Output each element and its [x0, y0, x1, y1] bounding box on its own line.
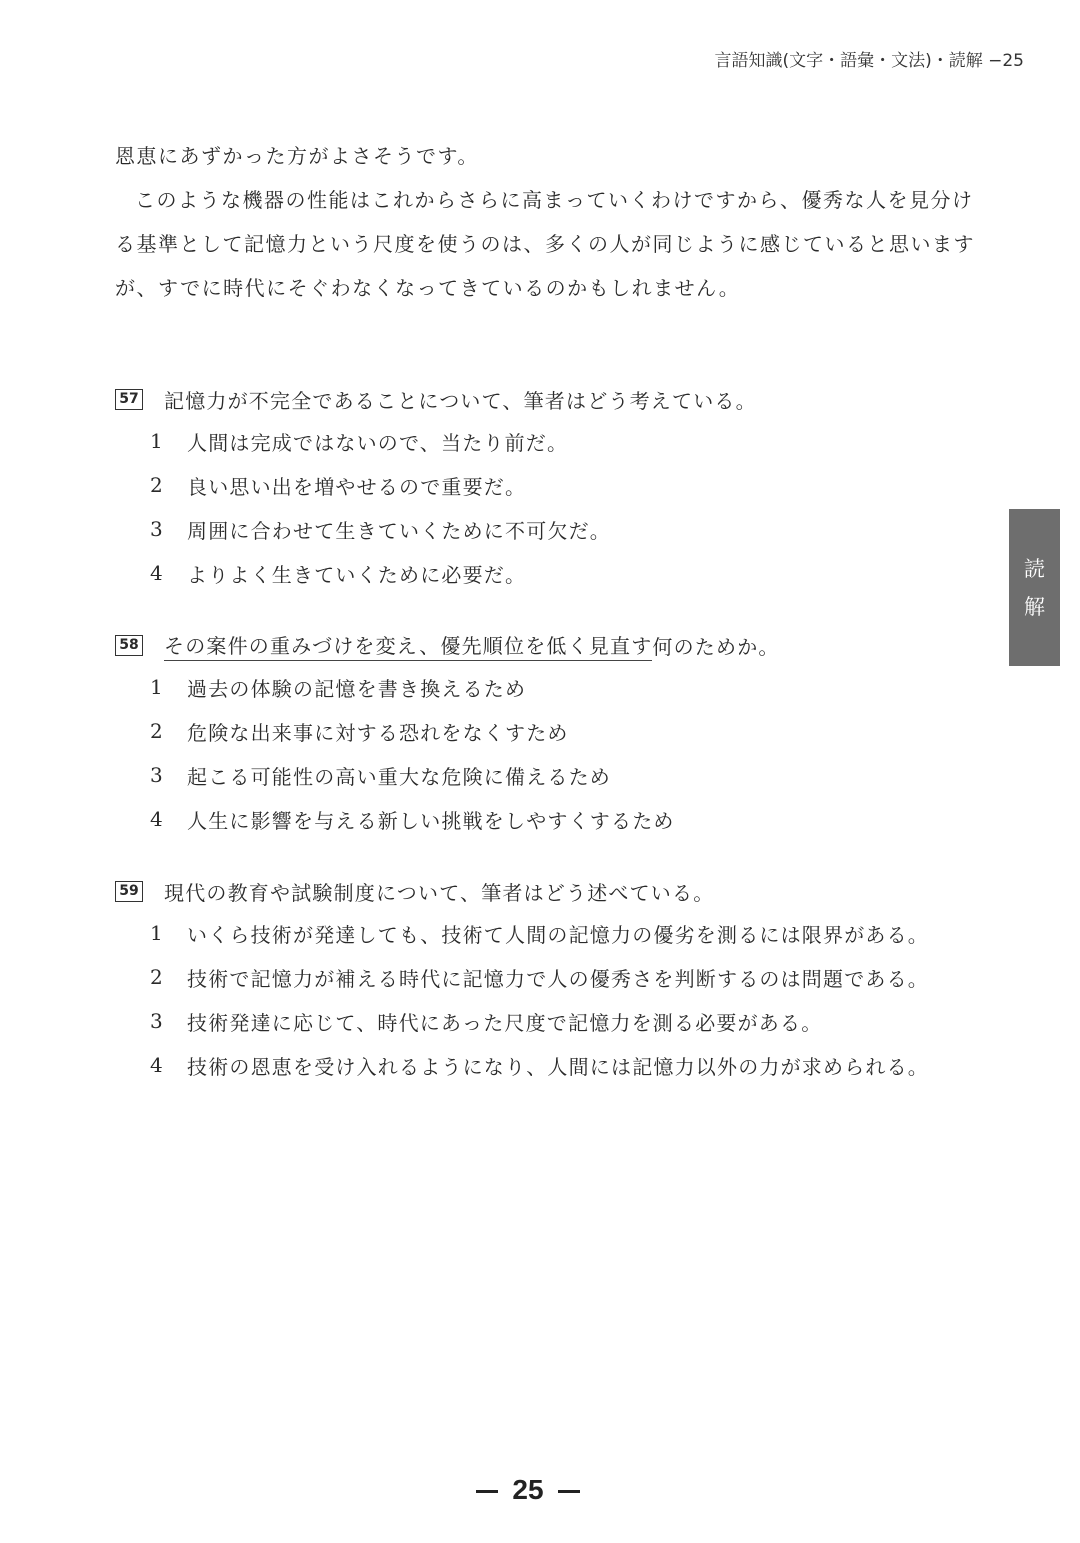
options-list	[115, 911, 975, 1087]
option-item[interactable]	[150, 665, 975, 709]
passage-line: が、すでに時代にそぐわなくなってきているのかもしれません。	[115, 276, 741, 300]
question-prompt	[115, 379, 975, 419]
section-tab-char: 解	[1024, 594, 1045, 619]
page-number-value: 25	[512, 1474, 544, 1505]
option-item[interactable]	[150, 911, 975, 955]
passage-line: る基準として記憶力という尺度を使うのは、多くの人が同じように感じていると思います	[115, 232, 975, 256]
option-number: 4	[150, 807, 164, 831]
option-text: 過去の体験の記憶を書き換えるため	[187, 676, 527, 701]
question-text: 何のためか。	[652, 634, 780, 659]
option-text: 周囲に合わせて生きていくために不可欠だ。	[187, 518, 611, 543]
question-text: 現代の教育や試験制度について、筆者はどう述べている。	[164, 880, 715, 905]
option-number: 2	[150, 965, 164, 989]
question-number-box: 57	[115, 389, 143, 410]
option-text: 技術発達に応じて、時代にあった尺度で記憶力を測る必要がある。	[187, 1010, 823, 1035]
passage	[115, 134, 975, 310]
question-text: 記憶力が不完全であることについて、筆者はどう考えている。	[164, 388, 757, 413]
option-item[interactable]	[150, 955, 975, 999]
question-prompt	[115, 625, 975, 665]
question-number-box: 59	[115, 881, 143, 902]
option-number: 1	[150, 675, 164, 699]
dash-left	[476, 1490, 498, 1493]
option-number: 2	[150, 719, 164, 743]
section-tab-char: 読	[1024, 556, 1045, 581]
option-item[interactable]	[150, 709, 975, 753]
passage-line: このような機器の性能はこれからさらに高まっていくわけですから、優秀な人を見分け	[135, 188, 974, 212]
option-item[interactable]	[150, 797, 975, 841]
option-item[interactable]	[150, 507, 975, 551]
option-number: 1	[150, 921, 164, 945]
running-header: 言語知識(文字・語彙・文法)・読解 −25	[714, 51, 1024, 71]
option-text: 技術の恩恵を受け入れるようになり、人間には記憶力以外の力が求められる。	[187, 1054, 929, 1079]
option-item[interactable]	[150, 753, 975, 797]
question-59	[115, 871, 975, 1087]
option-number: 2	[150, 473, 164, 497]
option-item[interactable]	[150, 1043, 975, 1087]
option-number: 4	[150, 1053, 164, 1077]
question-prompt	[115, 871, 975, 911]
page-number	[0, 1474, 1056, 1506]
option-text: よりよく生きていくために必要だ。	[187, 562, 527, 587]
option-item[interactable]	[150, 463, 975, 507]
question-number-box: 58	[115, 635, 143, 656]
option-text: いくら技術が発達しても、技術て人間の記憶力の優劣を測るには限界がある。	[187, 922, 929, 947]
option-item[interactable]	[150, 419, 975, 463]
passage-line: 恩恵にあずかった方がよさそうです。	[115, 144, 479, 168]
option-number: 3	[150, 1009, 164, 1033]
option-text: 起こる可能性の高い重大な危険に備えるため	[187, 764, 611, 789]
option-item[interactable]	[150, 999, 975, 1043]
option-item[interactable]	[150, 551, 975, 595]
option-text: 技術で記憶力が補える時代に記憶力で人の優秀さを判断するのは問題である。	[187, 966, 929, 991]
option-text: 良い思い出を増やせるので重要だ。	[187, 474, 527, 499]
question-58	[115, 625, 975, 841]
option-text: 人生に影響を与える新しい挑戦をしやすくするため	[187, 808, 675, 833]
dash-right	[558, 1490, 580, 1493]
option-number: 1	[150, 429, 164, 453]
options-list	[115, 419, 975, 595]
options-list	[115, 665, 975, 841]
section-tab-reading	[1009, 509, 1060, 666]
option-text: 人間は完成ではないので、当たり前だ。	[187, 430, 569, 455]
option-number: 3	[150, 517, 164, 541]
option-number: 3	[150, 763, 164, 787]
option-number: 4	[150, 561, 164, 585]
question-57	[115, 379, 975, 595]
option-text: 危険な出来事に対する恐れをなくすため	[187, 720, 569, 745]
underlined-phrase: その案件の重みづけを変え、優先順位を低く見直す	[164, 630, 652, 661]
